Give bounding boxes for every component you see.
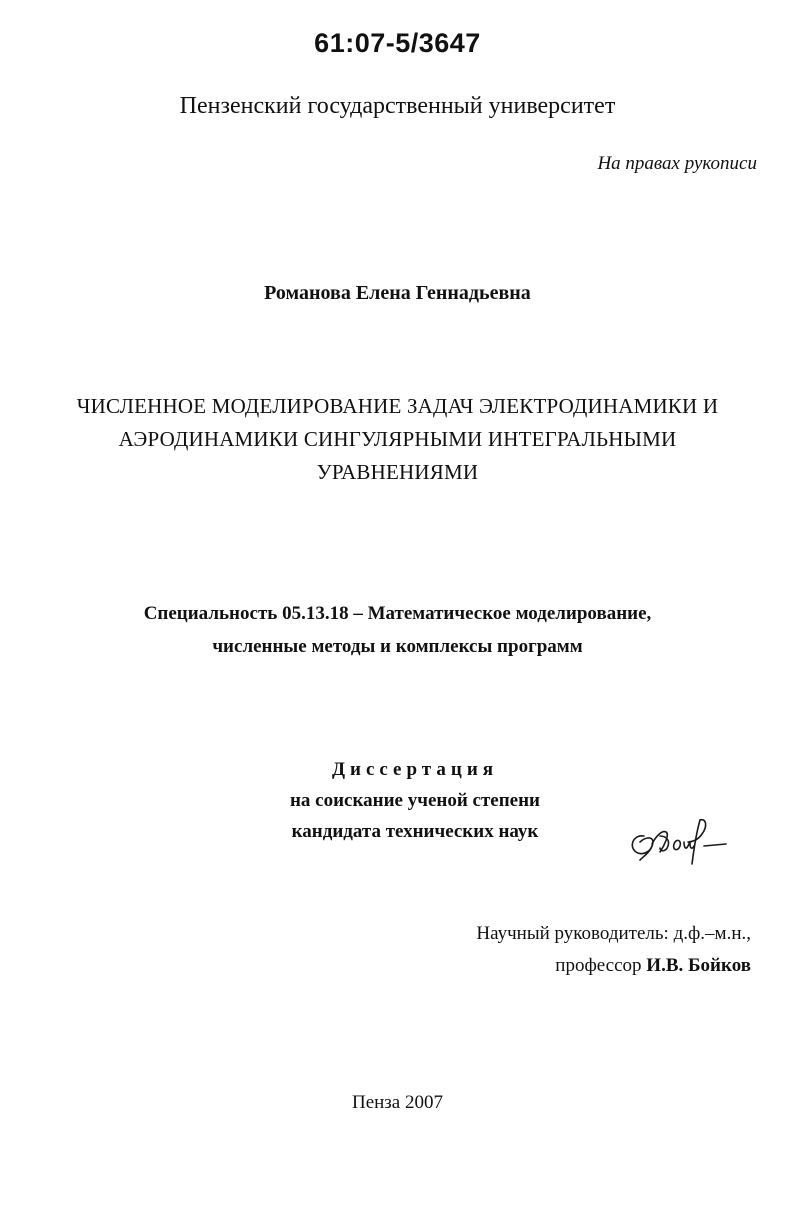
degree-line-1: на соискание ученой степени <box>289 790 540 811</box>
title-line-1: ЧИСЛЕННОЕ МОДЕЛИРОВАНИЕ ЗАДАЧ ЭЛЕКТРОДИНАМИКИ И <box>76 394 719 418</box>
scientific-advisor <box>476 918 751 982</box>
university-name: Пензенский государственный университет <box>179 93 616 119</box>
dissertation-degree-block <box>250 754 580 847</box>
author-name: Романова Елена Геннадьевна <box>264 282 531 304</box>
signature-icon <box>622 806 742 876</box>
city-year: Пенза 2007 <box>351 1092 443 1113</box>
rights-note: На правах рукописи <box>597 153 757 174</box>
advisor-name: И.В. Бойков <box>646 955 751 976</box>
dissertation-heading: Диссертация <box>331 759 499 780</box>
title-line-2: АЭРОДИНАМИКИ СИНГУЛЯРНЫМИ ИНТЕГРАЛЬНЫМИ <box>118 427 677 451</box>
dissertation-title <box>0 390 795 489</box>
advisor-line-1: Научный руководитель: д.ф.–м.н., <box>476 923 751 944</box>
specialty-line-2: численные методы и комплексы программ <box>212 636 583 657</box>
title-line-3: УРАВНЕНИЯМИ <box>316 460 479 484</box>
degree-line-2: кандидата технических наук <box>291 821 539 842</box>
catalog-number: 61:07-5/3647 <box>314 28 481 58</box>
advisor-line-2 <box>476 950 751 982</box>
specialty-line-1: Специальность 05.13.18 – Математическое моделирование, <box>143 603 652 624</box>
specialty <box>0 597 795 663</box>
advisor-title: профессор <box>555 955 642 976</box>
